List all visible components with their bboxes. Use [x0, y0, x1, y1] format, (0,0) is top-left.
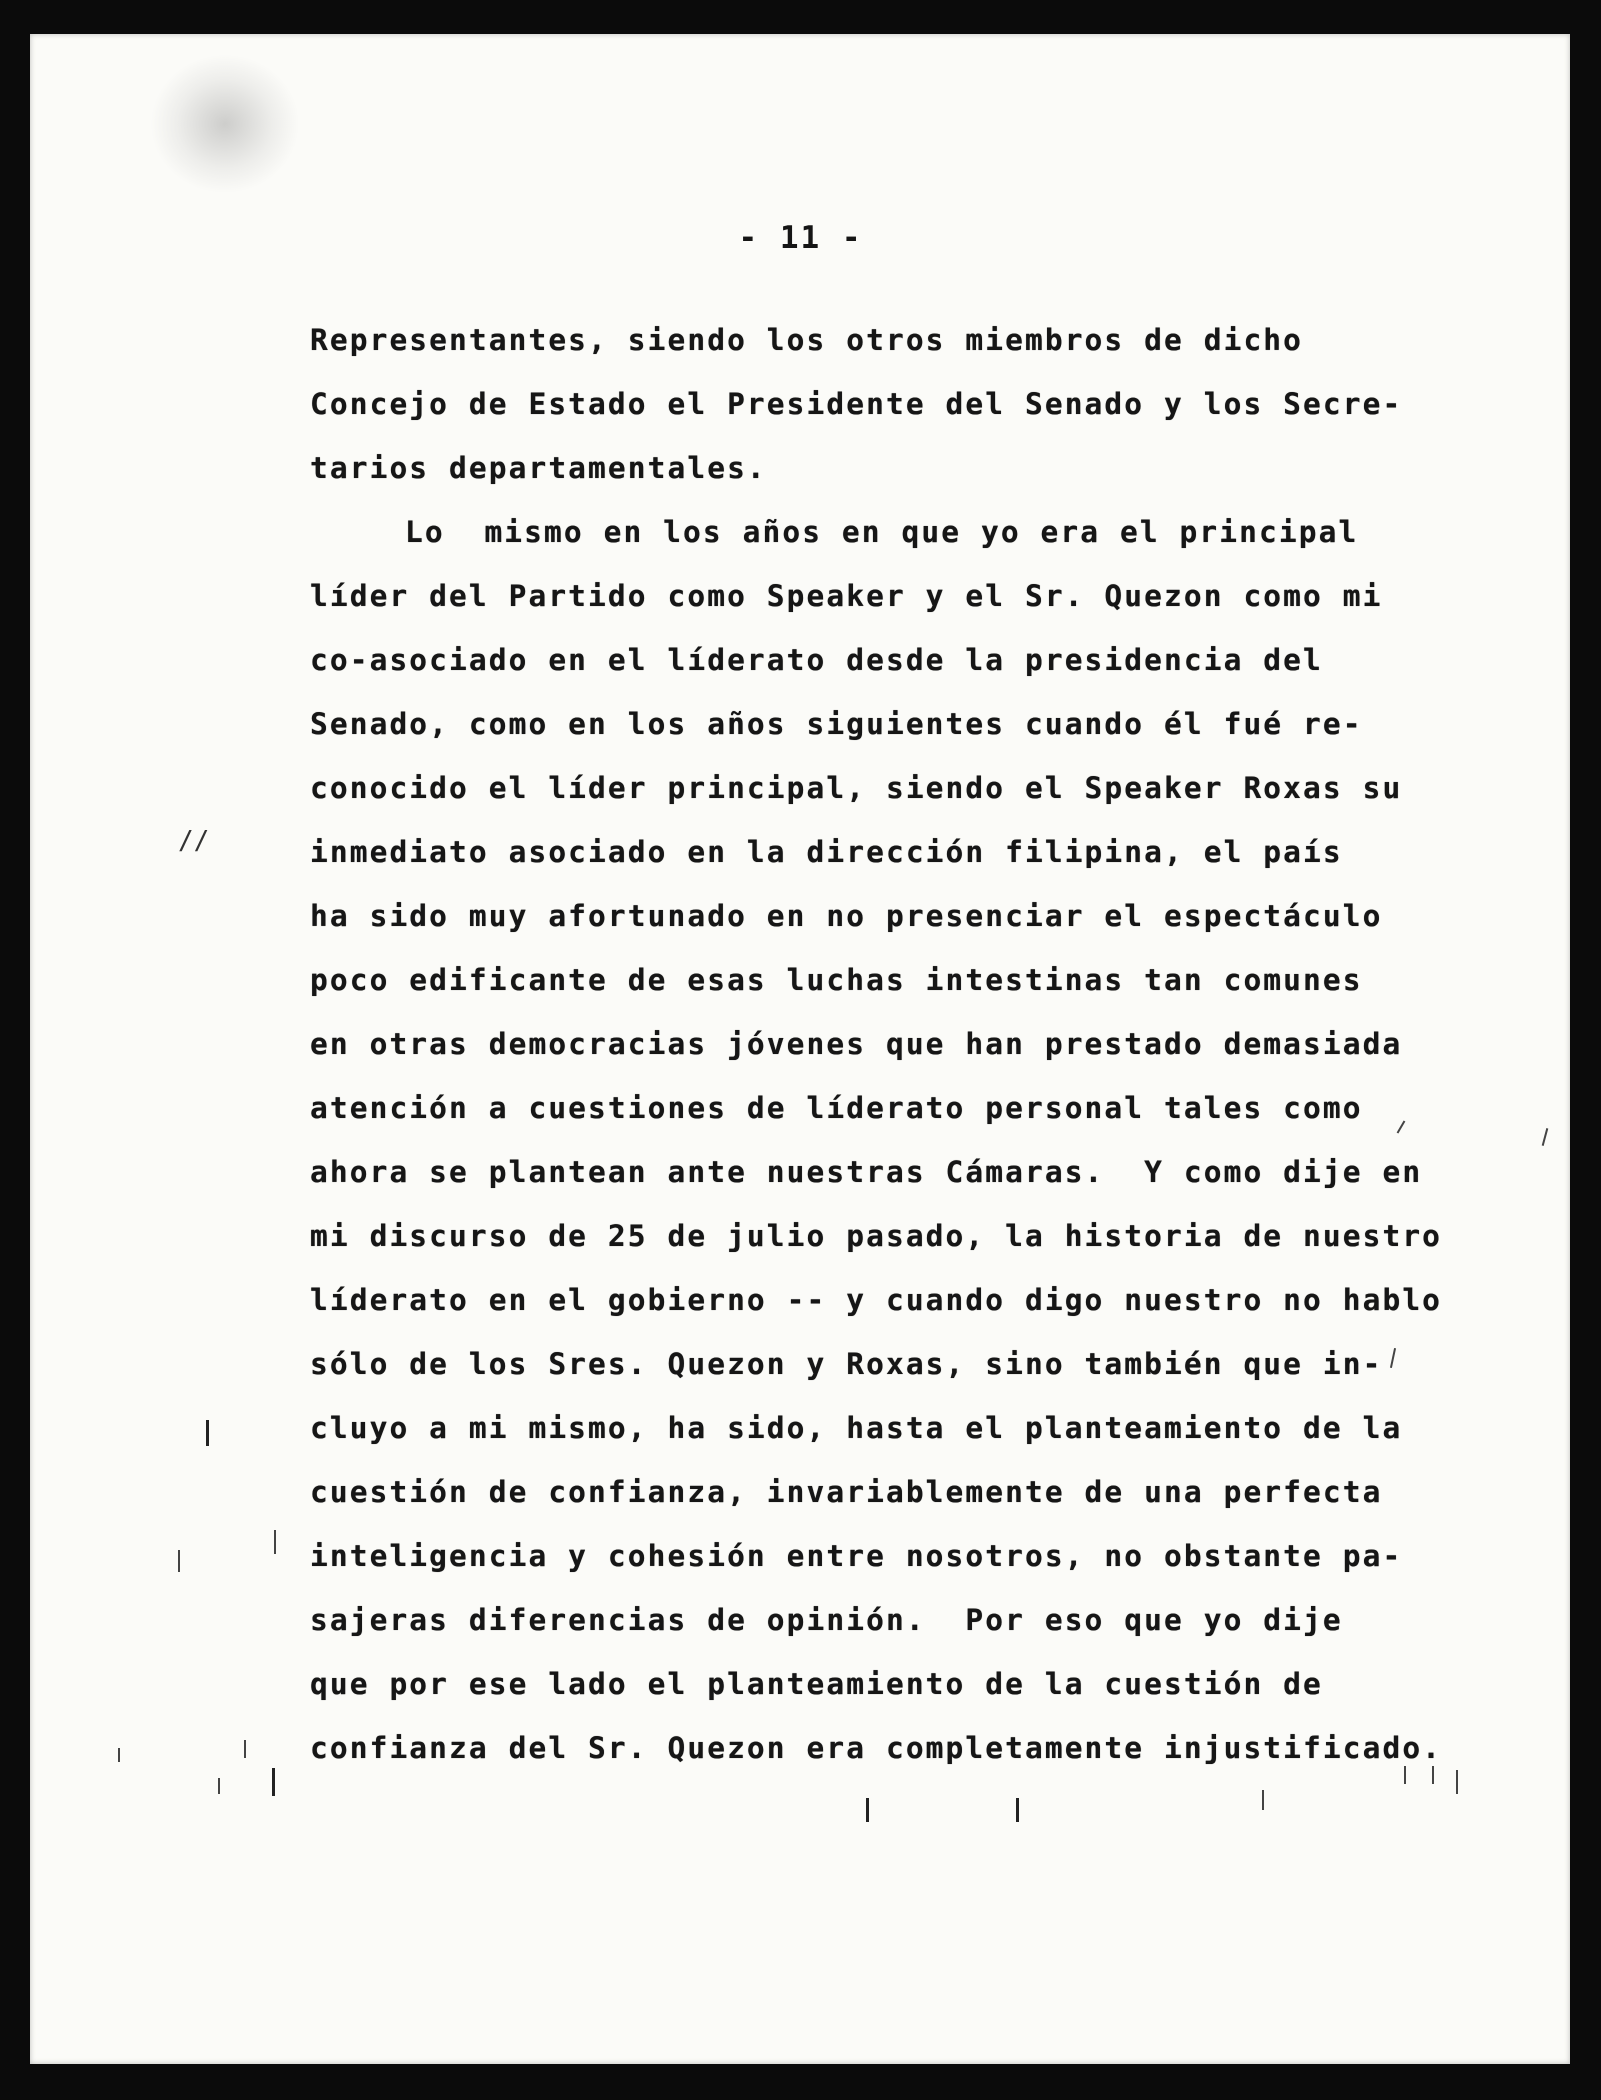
- text-line-8: conocido el líder principal, siendo el Speaker Roxas su: [310, 771, 1403, 805]
- text-line-2: Concejo de Estado el Presidente del Senado y los Secre-: [310, 387, 1403, 421]
- text-line-10: ha sido muy afortunado en no presenciar el espectáculo: [310, 899, 1383, 933]
- bottom-tick-mark: [1404, 1766, 1406, 1784]
- margin-mark-slash: //: [178, 826, 210, 856]
- text-line-1: Representantes, siendo los otros miembros de dicho: [310, 323, 1304, 357]
- page-number: - 11 -: [738, 220, 863, 256]
- text-line-6: co-asociado en el líderato desde la presidencia del: [310, 643, 1323, 677]
- text-line-21: sajeras diferencias de opinión. Por eso que yo dije: [310, 1603, 1343, 1637]
- text-line-4: Lo mismo en los años en que yo era el principal: [405, 515, 1359, 549]
- text-line-17: sólo de los Sres. Quezon y Roxas, sino también que in-: [310, 1347, 1383, 1381]
- margin-tick-mark: [274, 1530, 276, 1554]
- text-line-23: confianza del Sr. Quezon era completamente injustificado.: [310, 1731, 1443, 1765]
- text-line-9: inmediato asociado en la dirección filipina, el país: [310, 835, 1343, 869]
- margin-tick-mark: [118, 1748, 120, 1762]
- text-line-15: mi discurso de 25 de julio pasado, la historia de nuestro: [310, 1219, 1443, 1253]
- text-line-20: inteligencia y cohesión entre nosotros, no obstante pa-: [310, 1539, 1403, 1573]
- bottom-tick-mark: [1262, 1790, 1264, 1810]
- text-line-12: en otras democracias jóvenes que han prestado demasiada: [310, 1027, 1403, 1061]
- text-line-7: Senado, como en los años siguientes cuando él fué re-: [310, 707, 1363, 741]
- margin-tick-mark: [178, 1550, 180, 1572]
- bottom-tick-mark: [866, 1798, 869, 1822]
- bottom-tick-mark: [1016, 1798, 1019, 1822]
- text-line-11: poco edificante de esas luchas intestinas tan comunes: [310, 963, 1363, 997]
- text-line-13: atención a cuestiones de líderato personal tales como: [310, 1091, 1363, 1125]
- margin-tick-mark: [218, 1778, 220, 1794]
- text-line-3: tarios departamentales.: [310, 451, 767, 485]
- margin-tick-mark: [244, 1740, 246, 1758]
- margin-tick-mark: [206, 1420, 209, 1446]
- bottom-tick-mark: [1432, 1766, 1434, 1784]
- margin-tick-mark: [272, 1768, 275, 1796]
- text-line-5: líder del Partido como Speaker y el Sr. Quezon como mi: [310, 579, 1383, 613]
- text-line-16: líderato en el gobierno -- y cuando digo nuestro no hablo: [310, 1283, 1443, 1317]
- text-line-18: cluyo a mi mismo, ha sido, hasta el planteamiento de la: [310, 1411, 1403, 1445]
- text-line-19: cuestión de confianza, invariablemente de una perfecta: [310, 1475, 1383, 1509]
- text-line-22: que por ese lado el planteamiento de la cuestión de: [310, 1667, 1323, 1701]
- bottom-tick-mark: [1456, 1770, 1458, 1794]
- ink-smudge: [150, 54, 300, 194]
- text-line-14: ahora se plantean ante nuestras Cámaras. Y como dije en: [310, 1155, 1423, 1189]
